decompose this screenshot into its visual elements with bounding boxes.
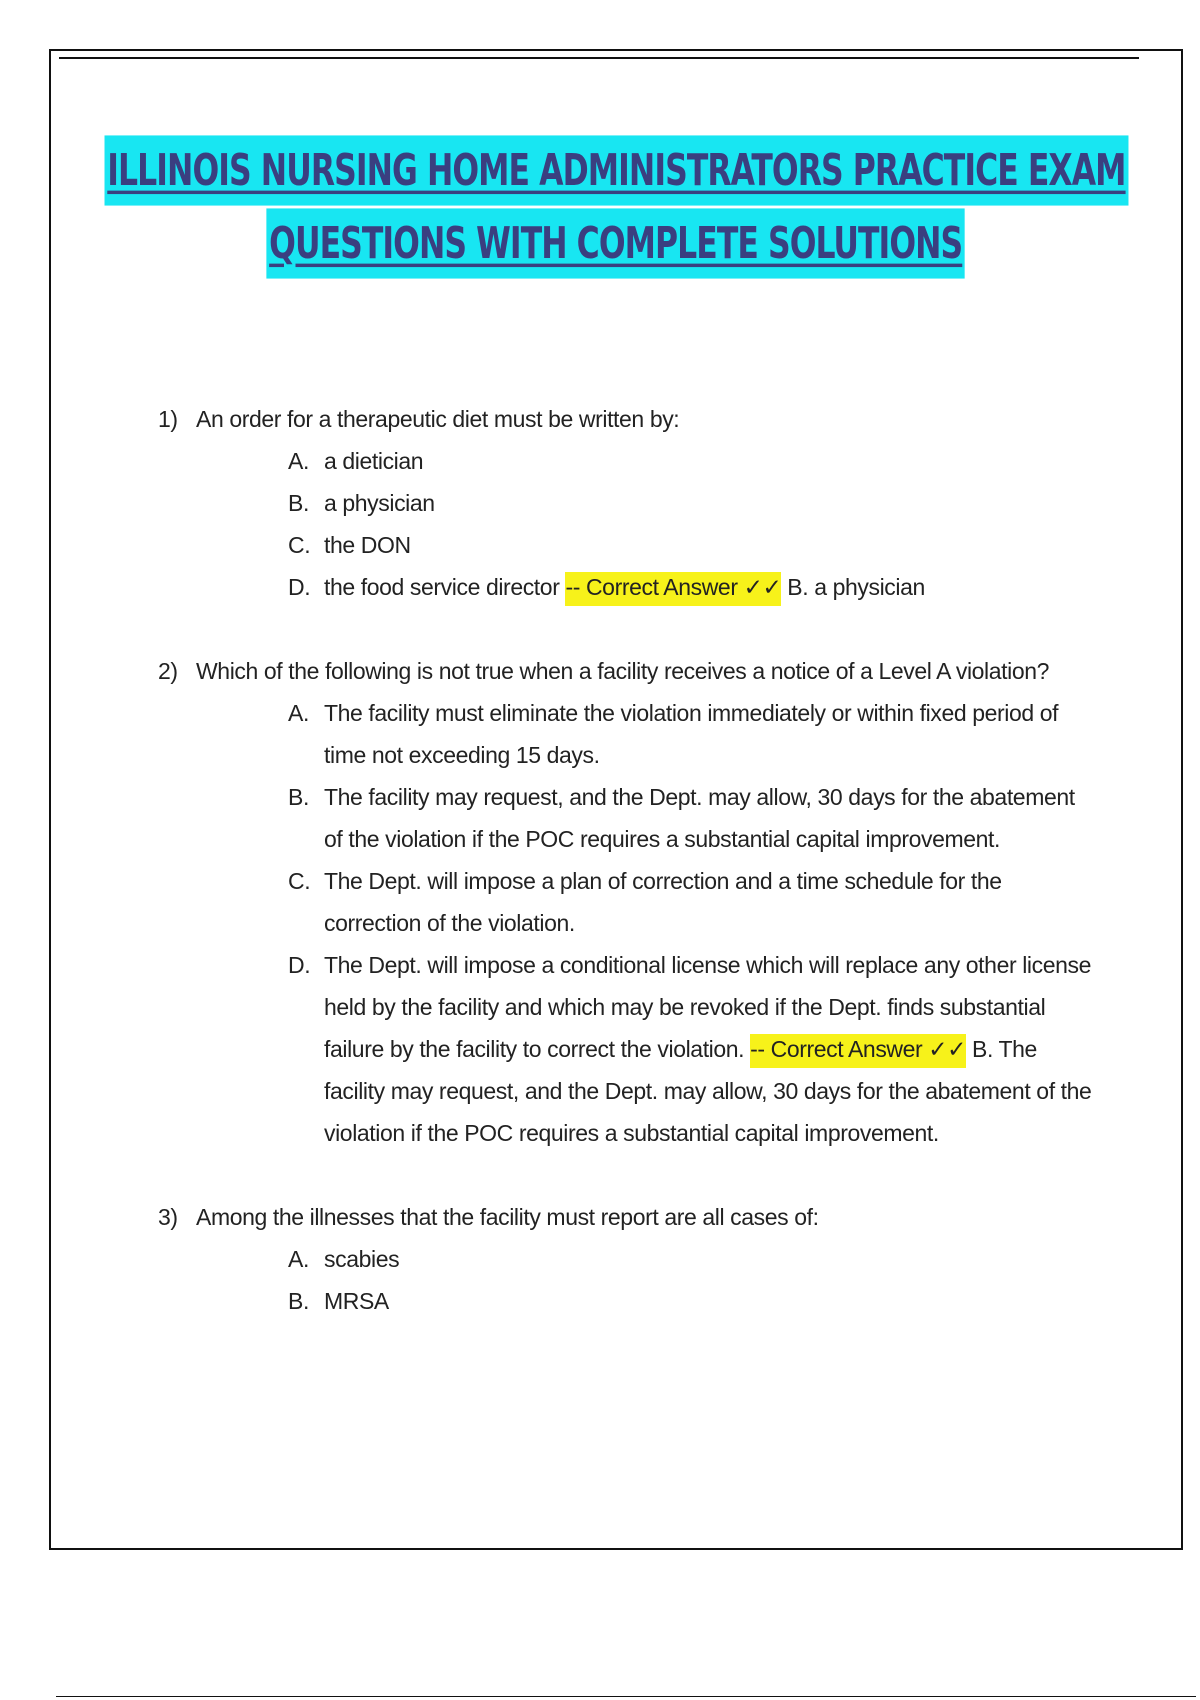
question-text: Which of the following is not true when a facility receives a notice of a Level A violation? — [196, 658, 1050, 684]
option-b — [288, 776, 1098, 860]
document-title — [49, 140, 1183, 286]
option-a — [288, 440, 1098, 482]
bottom-rule — [56, 1696, 1196, 1697]
option-text: the DON — [324, 532, 411, 558]
question-1 — [158, 398, 1098, 608]
option-list — [288, 1238, 1098, 1322]
option-letter: A. — [288, 700, 309, 726]
option-letter: D. — [288, 952, 311, 978]
correct-answer-marker: -- Correct Answer ✓✓ — [565, 572, 781, 606]
option-a — [288, 692, 1098, 776]
question-3 — [158, 1196, 1098, 1322]
option-b — [288, 1280, 1098, 1322]
option-list — [288, 692, 1098, 1154]
question-number: 1) — [158, 406, 178, 432]
question-text: An order for a therapeutic diet must be written by: — [196, 406, 680, 432]
top-rule — [59, 57, 1139, 59]
option-letter: A. — [288, 448, 309, 474]
option-text: the food service director — [324, 574, 566, 600]
option-list — [288, 440, 1098, 608]
option-text: scabies — [324, 1246, 400, 1272]
option-text: The Dept. will impose a conditional license which will replace any other license held by the facility and which may be revoked if the Dept. finds substantial failure by the facility to correct the violation. — [324, 952, 1092, 1062]
option-a — [288, 1238, 1098, 1280]
title-line-2: QUESTIONS WITH COMPLETE SOLUTIONS — [267, 208, 966, 278]
option-letter: C. — [288, 868, 311, 894]
correct-answer-text: B. The facility may request, and the Dept. may allow, 30 days for the abatement of the violation if the POC requires a substantial capital improvement. — [324, 1036, 1092, 1146]
option-text: a dietician — [324, 448, 424, 474]
correct-answer-marker: -- Correct Answer ✓✓ — [750, 1034, 966, 1068]
option-b — [288, 482, 1098, 524]
option-letter: B. — [288, 784, 309, 810]
question-text: Among the illnesses that the facility must report are all cases of: — [196, 1204, 819, 1230]
option-letter: C. — [288, 532, 311, 558]
option-letter: D. — [288, 574, 311, 600]
option-text: The facility may request, and the Dept. may allow, 30 days for the abatement of the violation if the POC requires a substantial capital improvement. — [324, 784, 1075, 852]
title-line-1: ILLINOIS NURSING HOME ADMINISTRATORS PRACTICE EXAM — [104, 135, 1128, 205]
option-letter: B. — [288, 490, 309, 516]
option-letter: A. — [288, 1246, 309, 1272]
option-text: The facility must eliminate the violation immediately or within fixed period of time not exceeding 15 days. — [324, 700, 1059, 768]
option-c — [288, 524, 1098, 566]
option-text: MRSA — [324, 1288, 389, 1314]
question-2 — [158, 650, 1098, 1154]
option-text: The Dept. will impose a plan of correction and a time schedule for the correction of the violation. — [324, 868, 1002, 936]
option-text: a physician — [324, 490, 435, 516]
option-d — [288, 944, 1098, 1154]
option-c — [288, 860, 1098, 944]
question-number: 3) — [158, 1204, 178, 1230]
option-d — [288, 566, 1098, 608]
correct-answer-text: B. a physician — [781, 574, 925, 600]
question-list — [158, 398, 1098, 1364]
question-number: 2) — [158, 658, 178, 684]
option-letter: B. — [288, 1288, 309, 1314]
